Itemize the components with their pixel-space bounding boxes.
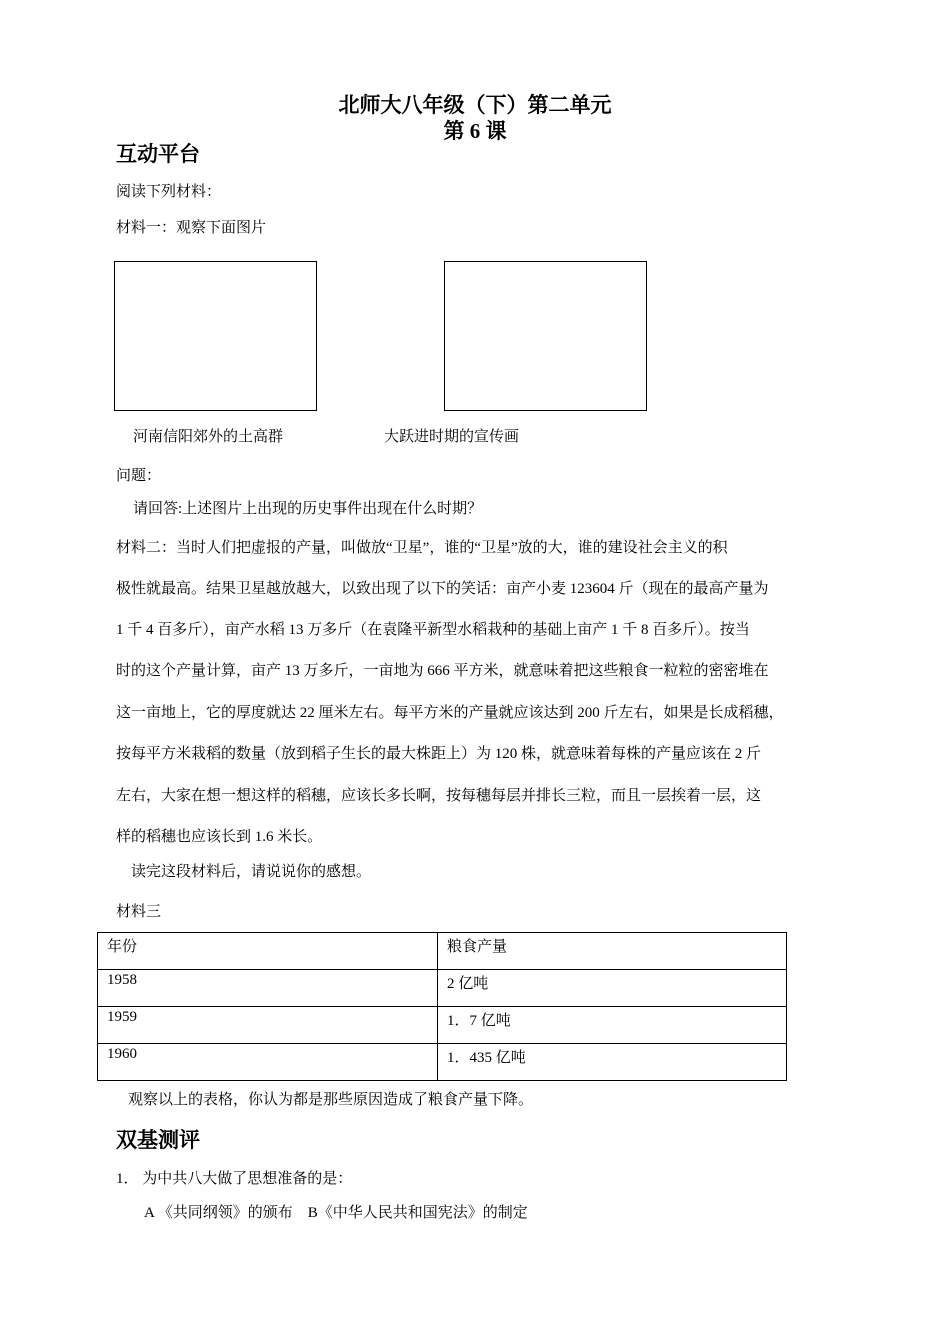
material2-line: 材料二：当时人们把虚报的产量，叫做放“卫星”，谁的“卫星”放的大，谁的建设社会主义的积 (116, 540, 728, 556)
picture-placeholder-1 (114, 261, 317, 411)
question-3: 观察以上的表格，你认为都是那些原因造成了粮食产量下降。 (128, 1092, 534, 1108)
table-cell-output: 1．435 亿吨 (438, 1044, 787, 1081)
grain-output-table (97, 932, 787, 1081)
question-1: 请回答:上述图片上出现的历史事件出现在什么时期？ (133, 501, 483, 517)
question-label: 问题： (116, 468, 162, 484)
test-question-1-options: A 《共同纲领》的颁布 B《中华人民共和国宪法》的制定 (144, 1205, 528, 1221)
material2-line: 左右，大家在想一想这样的稻穗，应该长多长啊，按每穗每层并排长三粒，而且一层挨着一层，这 (116, 788, 762, 804)
table-cell-year: 1958 (98, 970, 438, 1007)
lesson-subtitle: 第 6 课 (443, 119, 507, 143)
table-cell-output: 2 亿吨 (438, 970, 787, 1007)
table-cell-output: 1．7 亿吨 (438, 1007, 787, 1044)
table-header-row (98, 933, 787, 970)
material2-line: 样的稻穗也应该长到 1.6 米长。 (116, 829, 323, 845)
material2-line: 按每平方米栽稻的数量（放到稻子生长的最大株距上）为 120 株，就意味着每株的产量应该在 2 斤 (116, 746, 762, 762)
test-question-1: 1． 为中共八大做了思想准备的是： (116, 1171, 353, 1187)
material3-label: 材料三 (116, 904, 162, 920)
table-row (98, 970, 787, 1007)
page-title: 北师大八年级（下）第二单元 (338, 93, 612, 117)
material2-line: 1 千 4 百多斤），亩产水稻 13 万多斤（在袁隆平新型水稻栽种的基础上亩产 1 千 8 百多斤）。按当 (116, 622, 750, 638)
section-heading-test: 双基测评 (116, 1128, 200, 1152)
table-header-output: 粮食产量 (438, 933, 787, 970)
material2-line: 时的这个产量计算，亩产 13 万多斤，一亩地为 666 平方米，就意味着把这些粮食一粒粒的密密堆在 (116, 663, 769, 679)
picture-placeholder-2 (444, 261, 647, 411)
intro-text: 阅读下列材料： (116, 184, 222, 200)
material2-line: 这一亩地上，它的厚度就达 22 厘米左右。每平方米的产量就应该达到 200 斤左右，如果是长成稻穗， (116, 705, 784, 721)
table-header-year: 年份 (98, 933, 438, 970)
material1-label: 材料一：观察下面图片 (116, 220, 267, 236)
material2-line: 极性就最高。结果卫星越放越大，以致出现了以下的笑话：亩产小麦 123604 斤（现在的最高产量为 (116, 581, 769, 597)
question-2: 读完这段材料后，请说说你的感想。 (131, 864, 372, 880)
table-row (98, 1007, 787, 1044)
table-row (98, 1044, 787, 1081)
section-heading-interactive: 互动平台 (116, 142, 200, 166)
table-cell-year: 1960 (98, 1044, 438, 1081)
caption-picture-1: 河南信阳郊外的土高群 (133, 429, 284, 445)
caption-picture-2: 大跃进时期的宣传画 (384, 429, 520, 445)
table-cell-year: 1959 (98, 1007, 438, 1044)
